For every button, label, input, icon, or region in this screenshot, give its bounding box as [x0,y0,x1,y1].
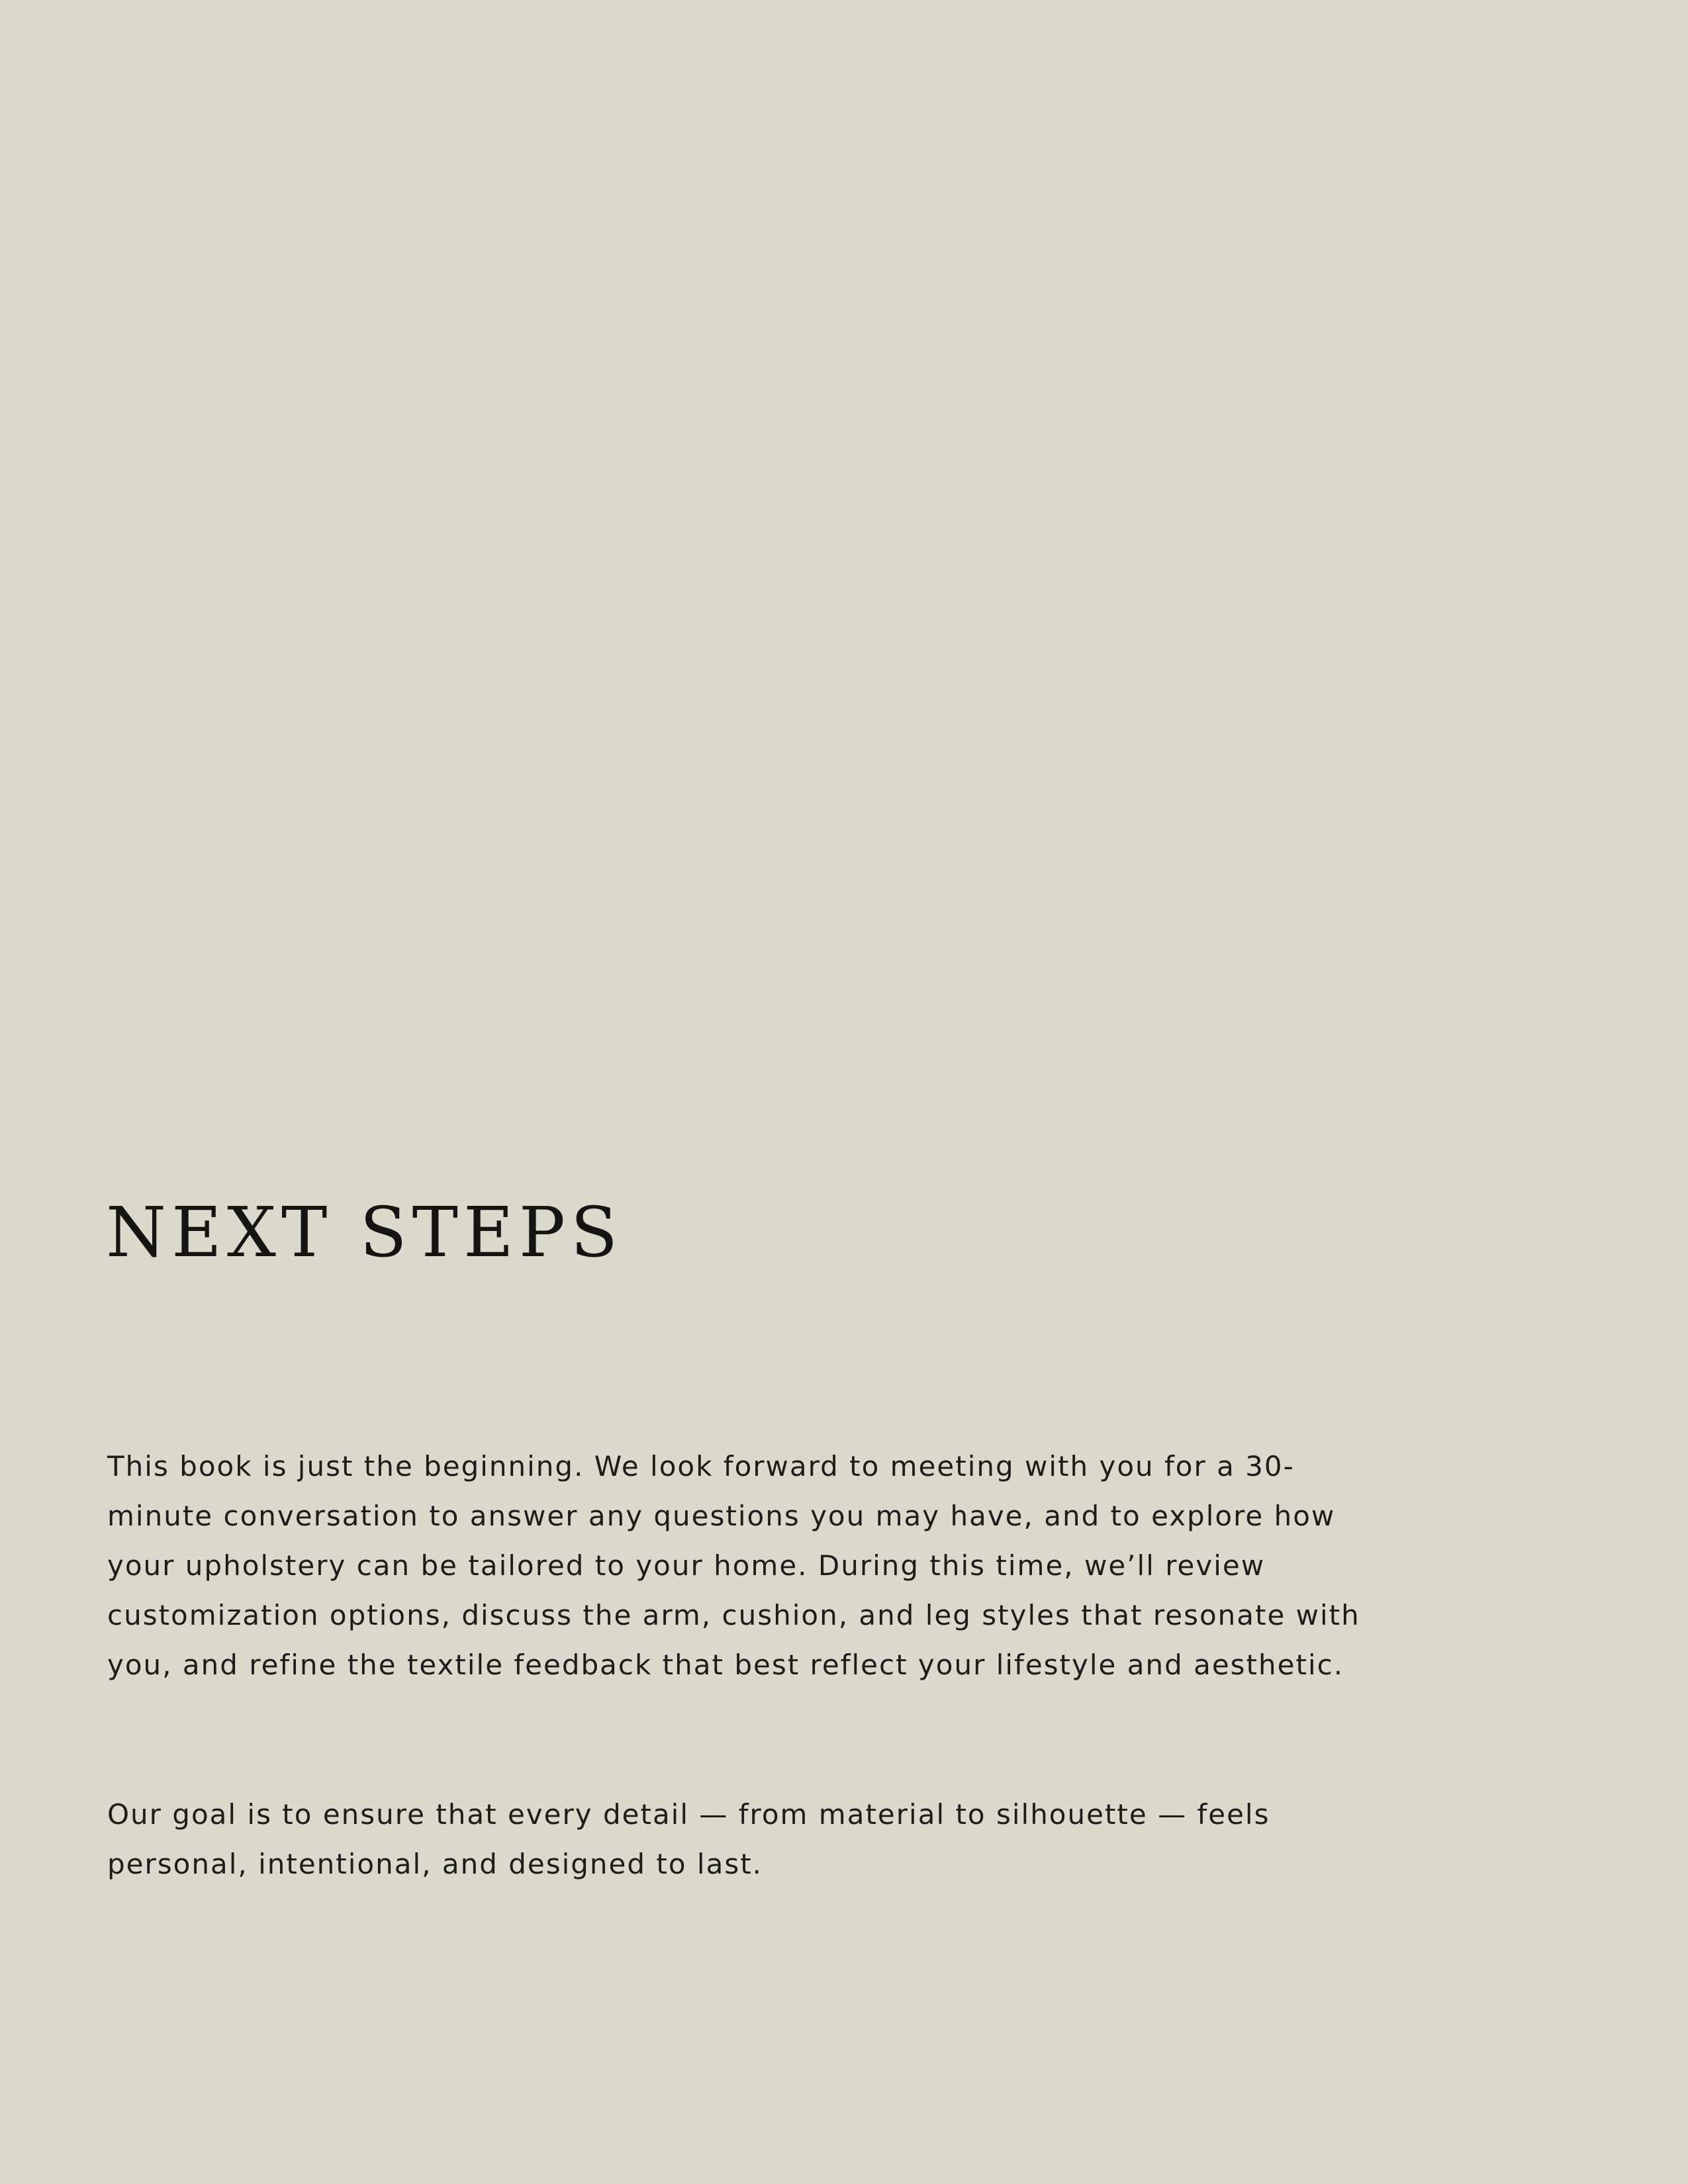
goal-paragraph: Our goal is to ensure that every detail — from material to silhouette — feels personal, intentional, and designed to last. [107,1798,1270,1880]
page-heading: NEXT STEPS [106,1192,624,1273]
intro-paragraph: This book is just the beginning. We look forward to meeting with you for a 30-minute conversation to answer any questions you may have, and to explore how your upholstery can be tailored to your home. During this time, we’ll review customization options, discuss the arm, cushion, and leg styles that resonate with you, and refine the textile feedback that best reflect your lifestyle and aesthetic. [107,1450,1360,1681]
